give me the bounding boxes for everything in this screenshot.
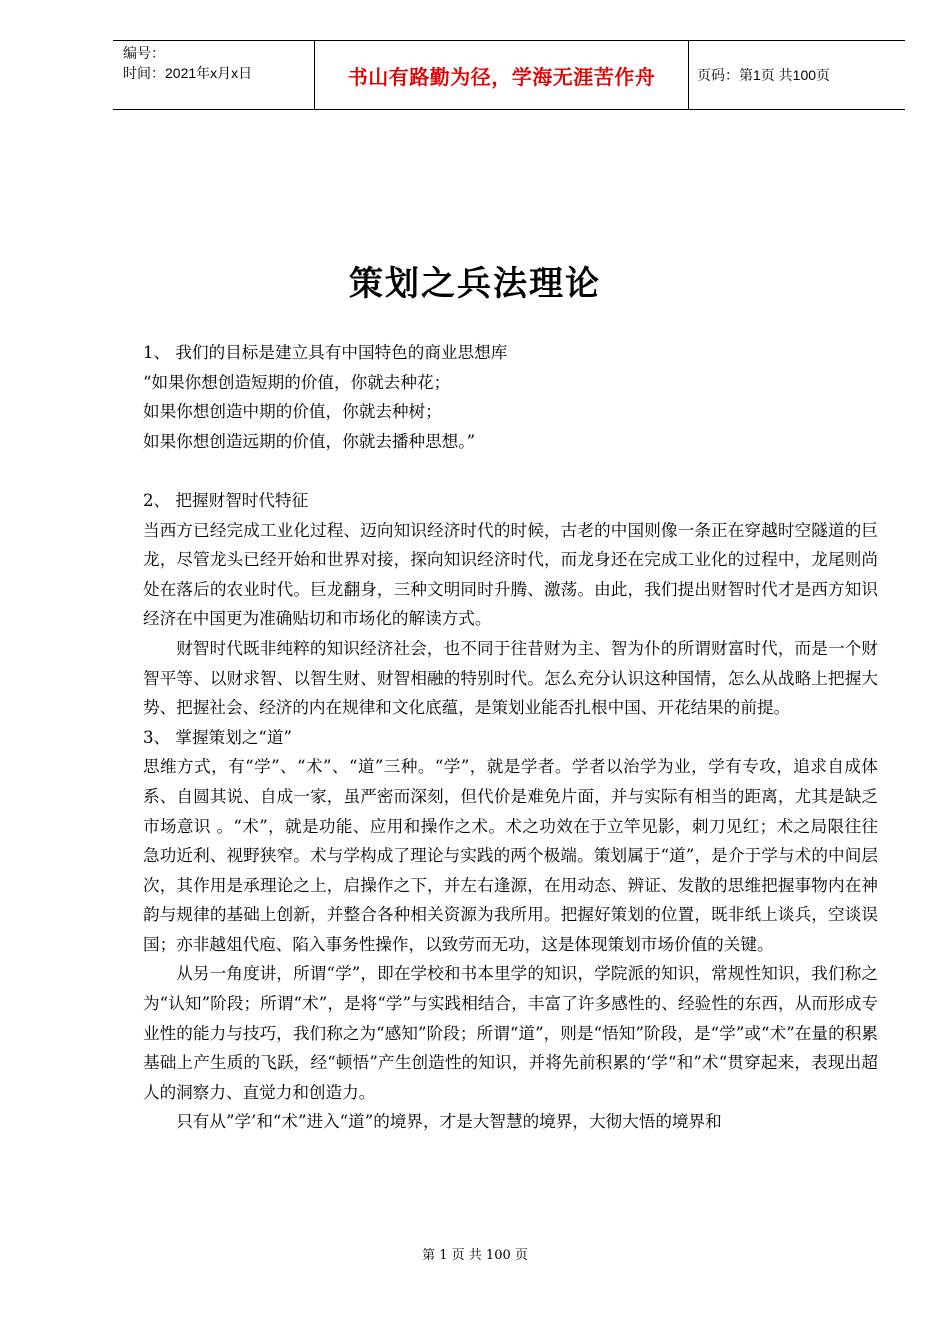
blank-line [143, 456, 878, 486]
quote-line-1: “如果你想创造短期的价值，你就去种花； [143, 372, 451, 392]
page-header [113, 40, 905, 110]
quote-line-2: 如果你想创造中期的价值，你就去种树； [143, 402, 442, 422]
document-body [143, 338, 878, 1137]
paragraph: 当西方已经完成工业化过程、迈向知识经济时代的时候，古老的中国则像一条正在穿越时空隧道的巨龙，尽管龙头已经开始和世界对接，探向知识经济时代，而龙身还在完成工业化的过程中，龙尾则尚处在落后的农业时代。巨龙翻身，三种文明同时升腾、激荡。由此，我们提出财智时代才是西方知识经济在中国更为准确贴切和市场化的解读方式。 [143, 520, 878, 629]
paragraph: 财智时代既非纯粹的知识经济社会，也不同于往昔财为主、智为仆的所谓财富时代，而是一个财智平等、以财求智、以智生财、财智相融的特别时代。怎么充分认识这种国情，怎么从战略上把握大势、把握社会、经济的内在规律和文化底蕴，是策划业能否扎根中国、开花结果的前提。 [143, 638, 878, 718]
quote-line-3: 如果你想创造远期的价值，你就去播种思想。” [143, 431, 476, 451]
document-title: 策划之兵法理论 [349, 264, 601, 304]
paragraph: 思维方式，有“学”、“术”、“道”三种。“学”，就是学者。学者以治学为业，学有专攻，追求自成体系、自圆其说、自成一家，虽严密而深刻，但代价是难免片面，并与实际有相当的距离，尤其是缺乏市场意识 。“术”，就是功能、应用和操作之术。术之功效在于立竿见影，刺刀见红；术之局限往往急功近利、视野狭窄。术与学构成了理论与实践的两个极端。策划属于“道”，是介于学与术的中间层次，其作用是承理论之上，启操作之下，并左右逢源，在用动态、辨证、发散的思维把握事物内在神韵与规律的基础上创新，并整合各种相关资源为我所用。把握好策划的位置，既非纸上谈兵，空谈误国；亦非越俎代庖、陷入事务性操作，以致劳而无功，这是体现策划市场价值的关键。 [143, 757, 878, 954]
header-meta-cell [113, 41, 315, 109]
motto: 书山有路勤为径，学海无涯苦作舟 [315, 41, 689, 109]
heading-3: 3、 掌握策划之“道” [143, 727, 292, 747]
heading-1: 1、 我们的目标是建立具有中国特色的商业思想库 [143, 343, 508, 362]
serial-label: 编号： [123, 45, 165, 61]
paragraph: 从另一角度讲，所谓“学”，即在学校和书本里学的知识，学院派的知识，常规性知识，我们称之为“认知”阶段；所谓“术”，是将“学”与实践相结合，丰富了许多感性的、经验性的东西，从而形成专业性的能力与技巧，我们称之为“感知”阶段；所谓“道”，则是“悟知”阶段，是“学”或“术”在量的积累基础上产生质的飞跃，经“顿悟”产生创造性的知识，并将先前积累的‘学“和”术“贯穿起来，表现出超人的洞察力、直觉力和创造力。 [143, 964, 878, 1102]
time-label: 时间：2021年x月x日 [123, 65, 253, 81]
page-footer: 第 1 页 共 100 页 [422, 1248, 528, 1263]
page-label: 页码：第1页 共100页 [697, 67, 831, 83]
paragraph: 只有从”学’和“术”进入“道”的境界，才是大智慧的境界，大彻大悟的境界和 [176, 1112, 722, 1132]
heading-2: 2、 把握财智时代特征 [143, 490, 309, 510]
